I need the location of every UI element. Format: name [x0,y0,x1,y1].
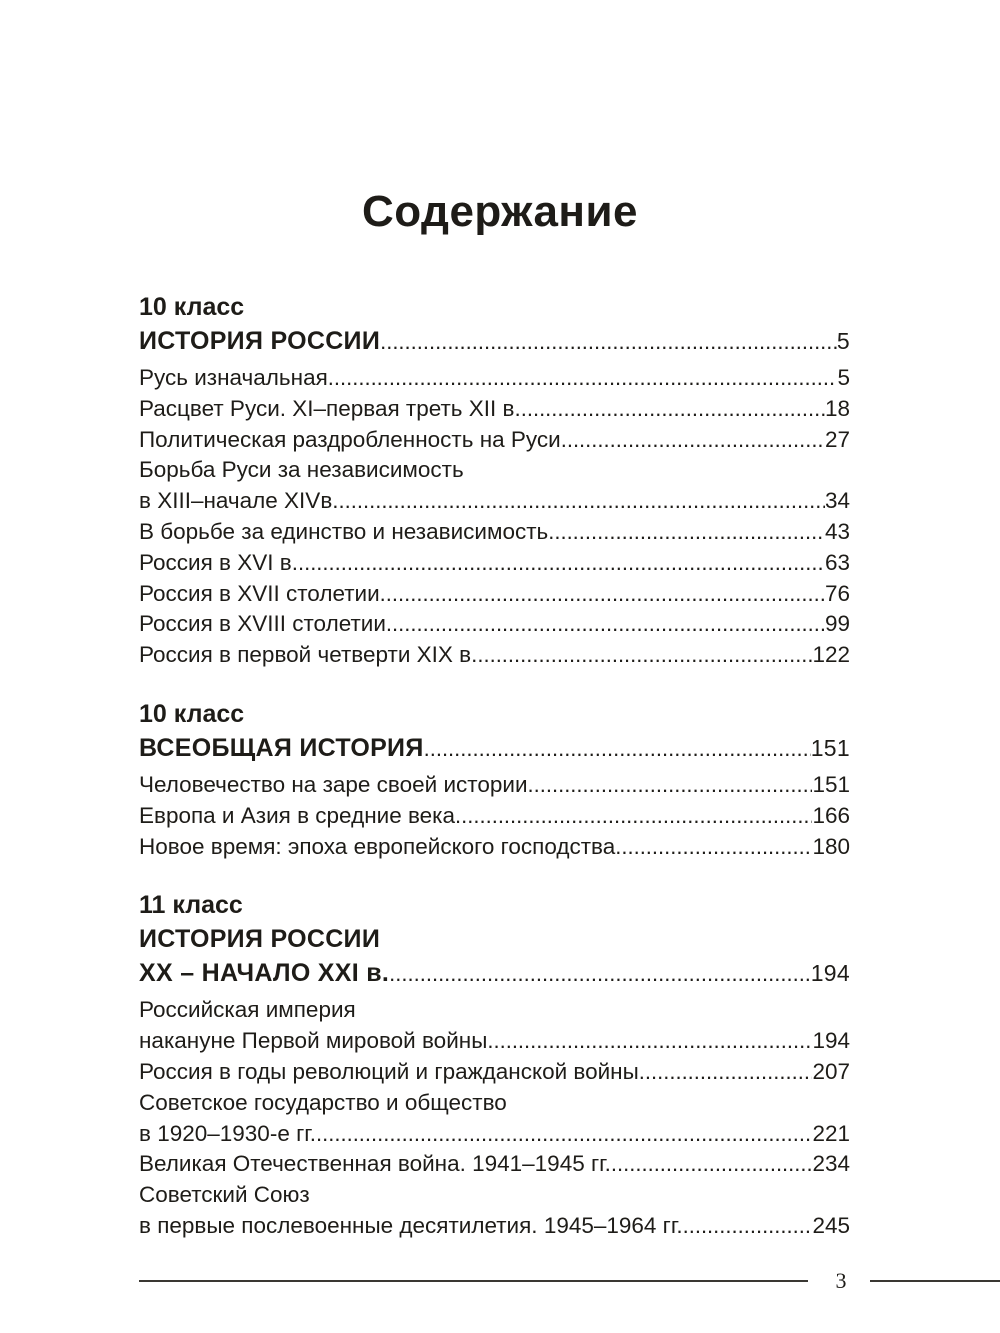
toc-entry-line: Борьба Руси за независимость [139,457,464,483]
toc-entry[interactable] [139,548,850,579]
toc-entry[interactable] [139,579,850,610]
entry-page-number: 5 [836,328,850,354]
entry-page-number: 151 [812,771,850,797]
toc-entry[interactable] [139,801,850,832]
grade-label: 10 класс [139,293,245,321]
dot-leader [548,517,825,548]
entry-title: В борьбе за единство и независимость [139,518,549,544]
toc-section [139,888,850,1241]
dot-leader [615,832,812,863]
dot-leader [389,957,811,991]
toc-entry[interactable] [139,770,850,801]
dot-leader [386,609,825,640]
toc-entry-line: Российская империя [139,997,356,1023]
toc-entry[interactable] [139,1211,850,1242]
toc-entry[interactable] [139,1119,850,1150]
entry-title: ВСЕОБЩАЯ ИСТОРИЯ [139,733,424,762]
dot-leader [339,486,825,517]
toc-section [139,697,850,862]
toc-entry[interactable] [139,517,850,548]
section-heading-entry[interactable] [139,956,850,990]
dot-leader [298,548,825,579]
entry-title: Россия в XVII столетии [139,580,380,606]
entry-page-number: 18 [824,395,850,421]
entry-page-number: 180 [812,833,850,859]
footer-rule-left [139,1280,808,1282]
entry-title: Россия в XVI в. [139,549,298,575]
entry-title: в XIII–начале XIVв. [139,488,339,514]
toc-entry[interactable] [139,1026,850,1057]
dot-leader [521,394,825,425]
entry-page-number: 5 [837,365,850,390]
dot-leader [639,1057,813,1088]
section-heading-entry[interactable] [139,324,850,358]
dot-leader [455,801,812,832]
toc-entry[interactable] [139,425,850,456]
dot-leader [561,425,825,456]
entry-page-number: 122 [812,642,850,668]
dot-leader [316,1119,812,1150]
toc-entry-line: Советское государство и общество [139,1089,507,1115]
entry-page-number: 43 [824,518,850,544]
entry-page-number: 194 [810,960,850,987]
entry-title: ИСТОРИЯ РОССИИ [139,327,381,355]
entry-title: Россия в первой четверти XIX в. [139,642,478,668]
table-of-contents [139,290,850,1242]
entry-page-number: 34 [824,488,850,514]
entry-title: Расцвет Руси. XI–первая треть XII в. [139,395,521,421]
entry-page-number: 194 [812,1028,850,1054]
toc-entry[interactable] [139,1149,850,1180]
entry-title: Европа и Азия в средние века [139,802,456,828]
toc-entry-line: Советский Союз [139,1182,310,1208]
entry-title: накануне Первой мировой войны [139,1028,488,1054]
footer-rule-right [870,1280,1000,1282]
dot-leader [380,325,837,359]
entry-page-number: 166 [812,802,850,828]
page-title: Содержание [361,187,639,236]
entry-page-number: 234 [812,1151,850,1177]
entry-page-number: 221 [812,1120,850,1146]
entry-title: Россия в XVIII столетии [139,611,386,637]
grade-label: 10 класс [139,699,245,728]
entry-page-number: 76 [824,580,850,606]
toc-entry[interactable] [139,363,850,394]
toc-entry[interactable] [139,640,850,671]
entry-page-number: 245 [812,1212,850,1238]
dot-leader [487,1026,812,1057]
entry-page-number: 151 [810,734,850,761]
entry-title: Политическая раздробленность на Руси [139,426,561,452]
toc-entry[interactable] [139,832,850,863]
entry-page-number: 27 [824,426,850,452]
toc-entry[interactable] [139,609,850,640]
entry-title: XX – НАЧАЛО XXI в. [139,959,390,988]
entry-title: Русь изначальная [139,365,328,390]
dot-leader [528,770,813,801]
dot-leader [683,1211,813,1242]
entry-title: Новое время: эпоха европейского господства [139,833,616,859]
dot-leader [328,363,838,394]
entry-title: Великая Отечественная война. 1941–1945 гг. [139,1151,611,1177]
entry-page-number: 63 [824,549,850,575]
dot-leader [380,579,825,610]
entry-page-number: 99 [824,611,850,637]
dot-leader [611,1149,813,1180]
entry-title: в первые послевоенные десятилетия. 1945–1964 гг. [139,1212,683,1238]
dot-leader [424,732,811,766]
toc-entry[interactable] [139,1057,850,1088]
entry-title: в 1920–1930-е гг. [139,1120,317,1146]
toc-entry[interactable] [139,394,850,425]
grade-label: 11 класс [139,891,243,920]
page-number: 3 [835,1268,847,1293]
section-heading-entry[interactable] [139,731,850,765]
entry-title: Россия в годы революций и гражданской войны [139,1058,639,1084]
entry-page-number: 207 [812,1058,850,1084]
toc-section [139,290,850,671]
toc-entry[interactable] [139,486,850,517]
dot-leader [477,640,812,671]
entry-title: Человечество на заре своей истории [139,771,528,797]
section-heading-line: ИСТОРИЯ РОССИИ [139,925,381,954]
